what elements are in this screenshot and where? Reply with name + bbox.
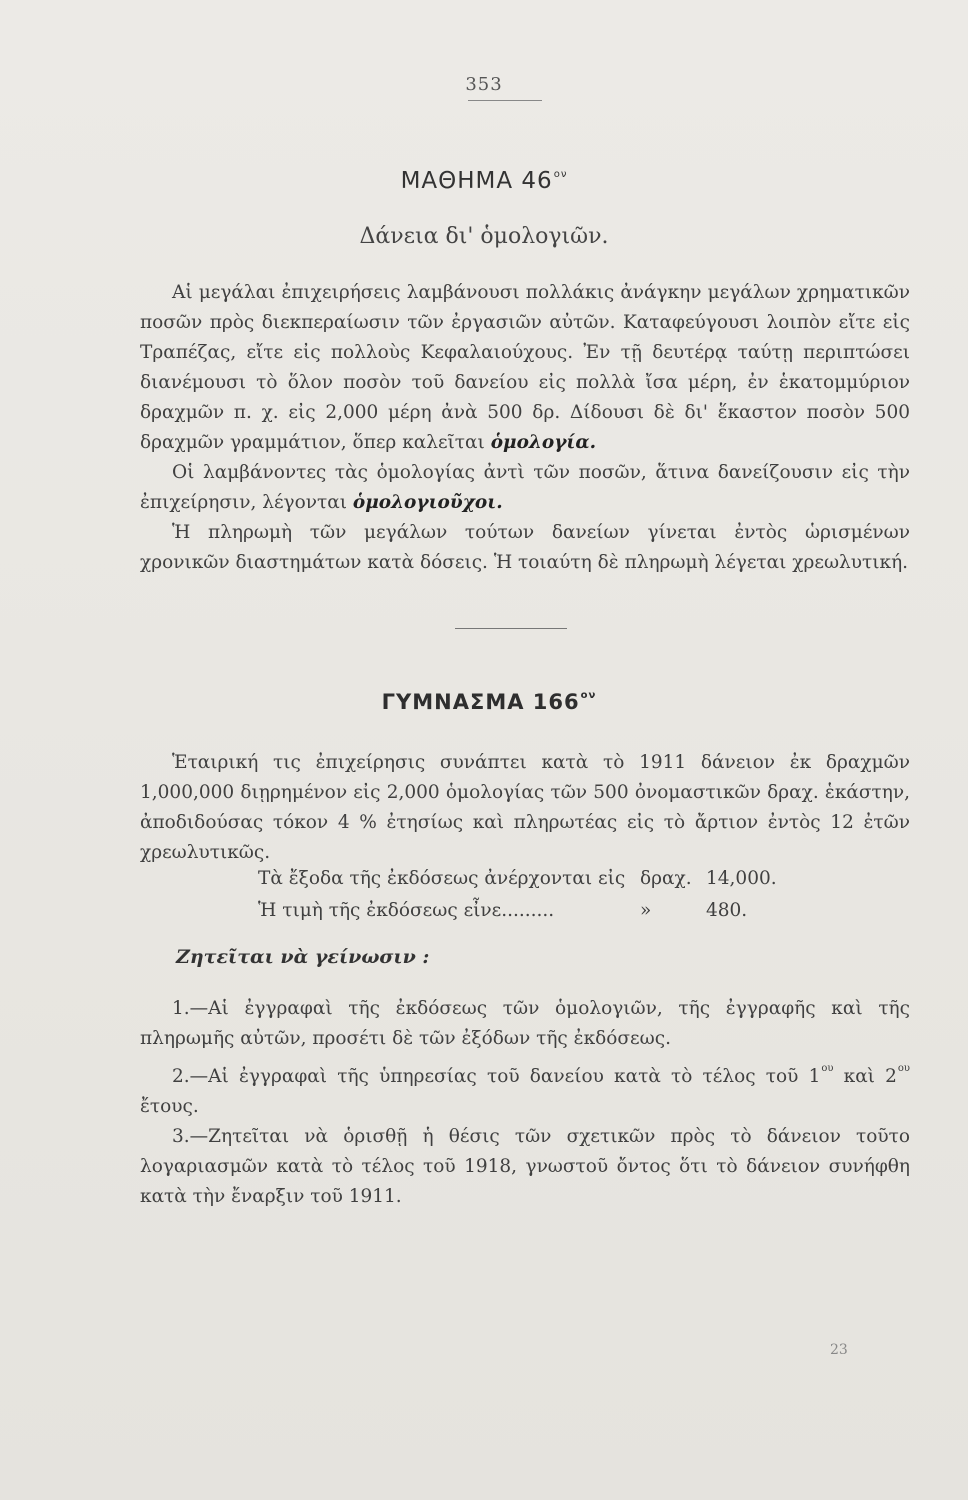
- paragraph-1-text: Αἱ μεγάλαι ἐπιχειρήσεις λαμβάνουσι πολλάκις ἀνάγκην μεγάλων χρηματικῶν ποσῶν πρὸς διεκπεραίωσιν τῶν ἐργασιῶν αὐτῶν. Καταφεύγουσι λοιπὸν εἴτε εἰς Τραπέζας, εἴτε εἰς πολλοὺς Κεφαλαιούχους. Ἐν τῇ δευτέρᾳ ταύτῃ περιπτώσει διανέμουσι τὸ ὅλον ποσὸν τοῦ δανείου εἰς πολλὰ ἴσα μέρη, ἐν ἑκατομμύριον δραχμῶν π. χ. εἰς 2,000 μέρη ἀνὰ 500 δρ. Δίδουσι δὲ δι' ἕκαστον ποσὸν 500 δραχμῶν γραμμάτιον, ὅπερ καλεῖται: [140, 282, 910, 453]
- corner-mark: 23: [830, 1342, 848, 1358]
- lesson-body: [140, 278, 910, 578]
- paragraph-1: [140, 278, 910, 458]
- exercise-intro: [140, 748, 910, 868]
- term-omologia: ὁμολογία.: [490, 432, 597, 453]
- term-omologiouchoi: ὁμολογιοῦχοι.: [352, 492, 503, 513]
- exercise-item-2: 2.—Αἱ ἐγγραφαὶ τῆς ὑπηρεσίας τοῦ δανείου κατὰ τὸ τέλος τοῦ $1^{o\upsilon}$ καὶ $2^{o\upsilon}$ ἔτους.: [140, 1063, 910, 1117]
- paragraph-2-text: Οἱ λαμβάνοντες τὰς ὁμολογίας ἀντὶ τῶν ποσῶν, ἅτινα δανείζουσιν εἰς τὴν ἐπιχείρησιν, λέγονται: [140, 462, 910, 513]
- paragraph-3: Ἡ πληρωμὴ τῶν μεγάλων τούτων δανείων γίνεται ἐντὸς ὡρισμένων χρονικῶν διαστημάτων κατὰ δόσεις. Ἡ τοιαύτη δὲ πληρωμὴ λέγεται χρεωλυτική.: [140, 522, 910, 573]
- exercise-title-text: ΓΥΜΝΑΣΜΑ 166: [381, 690, 580, 714]
- exercise-intro-text: Ἑταιρική τις ἐπιχείρησις συνάπτει κατὰ τὸ 1911 δάνειον ἐκ δραχμῶν 1,000,000 διῃρημένον εἰς 2,000 ὁμολογίας τῶν 500 ὀνομαστικῶν δραχ. ἑκάστην, ἀποδιδούσας τόκον 4 % ἐτησίως καὶ πληρωτέας εἰς τὸ ἄρτιον ἐντὸς 12 ἐτῶν χρεωλυτικῶς.: [140, 752, 910, 863]
- expenses-currency: δραχ.: [640, 868, 692, 889]
- issue-price-value: 480.: [706, 900, 748, 921]
- section-divider: [455, 628, 567, 629]
- lesson-subtitle: Δάνεια δι' ὁμολογιῶν.: [359, 224, 609, 249]
- item-3-number: 3.: [172, 1126, 190, 1147]
- exercise-title: [0, 690, 968, 714]
- expenses-value: 14,000.: [706, 868, 777, 889]
- lesson-title-suffix: ον: [553, 169, 568, 180]
- item-3-text: Ζητεῖται νὰ ὁρισθῇ ἡ θέσις τῶν σχετικῶν πρὸς τὸ δάνειον τοῦτο λογαριασμῶν κατὰ τὸ τέλος τοῦ 1918, γνωστοῦ ὄντος ὅτι τὸ δάνειον συνήφθη κατὰ τὴν ἔναρξιν τοῦ 1911.: [140, 1126, 910, 1207]
- item-1-number: 1.: [172, 998, 190, 1019]
- item-2-sup-a: ου: [821, 1063, 834, 1074]
- item-2-number: 2.: [172, 1066, 190, 1087]
- issue-price-currency: »: [640, 900, 652, 921]
- item-1-text: Αἱ ἐγγραφαὶ τῆς ἐκδόσεως τῶν ὁμολογιῶν, τῆς ἐγγραφῆς καὶ τῆς πληρωμῆς αὐτῶν, προσέτι δὲ τῶν ἐξόδων τῆς ἐκδόσεως.: [140, 998, 910, 1049]
- item-2-text-b: καὶ 2: [833, 1066, 897, 1087]
- issue-price-row: [258, 900, 747, 921]
- exercise-title-suffix: ον: [580, 690, 597, 701]
- page-number-rule: [468, 100, 542, 101]
- item-2-text-c: ἔτους.: [140, 1096, 199, 1117]
- required-heading: Ζητεῖται νὰ γείνωσιν :: [176, 946, 430, 968]
- paragraph-2: [140, 458, 910, 518]
- lesson-title-text: ΜΑΘΗΜΑ 46: [400, 168, 553, 194]
- item-2-text-a: Αἱ ἐγγραφαὶ τῆς ὑπηρεσίας τοῦ δανείου κατὰ τὸ τέλος τοῦ 1: [208, 1066, 821, 1087]
- expenses-label: Τὰ ἔξοδα τῆς ἐκδόσεως ἀνέρχονται εἰς: [258, 868, 626, 889]
- issue-price-label: Ἡ τιμὴ τῆς ἐκδόσεως εἶνε.........: [258, 900, 555, 921]
- exercise-item-3: 3.—Ζητεῖται νὰ ὁρισθῇ ἡ θέσις τῶν σχετικῶν πρὸς τὸ δάνειον τοῦτο λογαριασμῶν κατὰ τὸ τέλος τοῦ 1918, γνωστοῦ ὄντος ὅτι τὸ δάνειον συνήφθη κατὰ τὴν ἔναρξιν τοῦ 1911.: [140, 1126, 910, 1207]
- item-2-sup-b: ου: [897, 1063, 910, 1074]
- exercise-items: [140, 994, 910, 1212]
- expenses-row: [258, 868, 777, 889]
- lesson-title: [0, 168, 968, 194]
- page-number: 353: [465, 74, 503, 95]
- exercise-item-1: 1.—Αἱ ἐγγραφαὶ τῆς ἐκδόσεως τῶν ὁμολογιῶν, τῆς ἐγγραφῆς καὶ τῆς πληρωμῆς αὐτῶν, προσέτι δὲ τῶν ἐξόδων τῆς ἐκδόσεως.: [140, 998, 910, 1049]
